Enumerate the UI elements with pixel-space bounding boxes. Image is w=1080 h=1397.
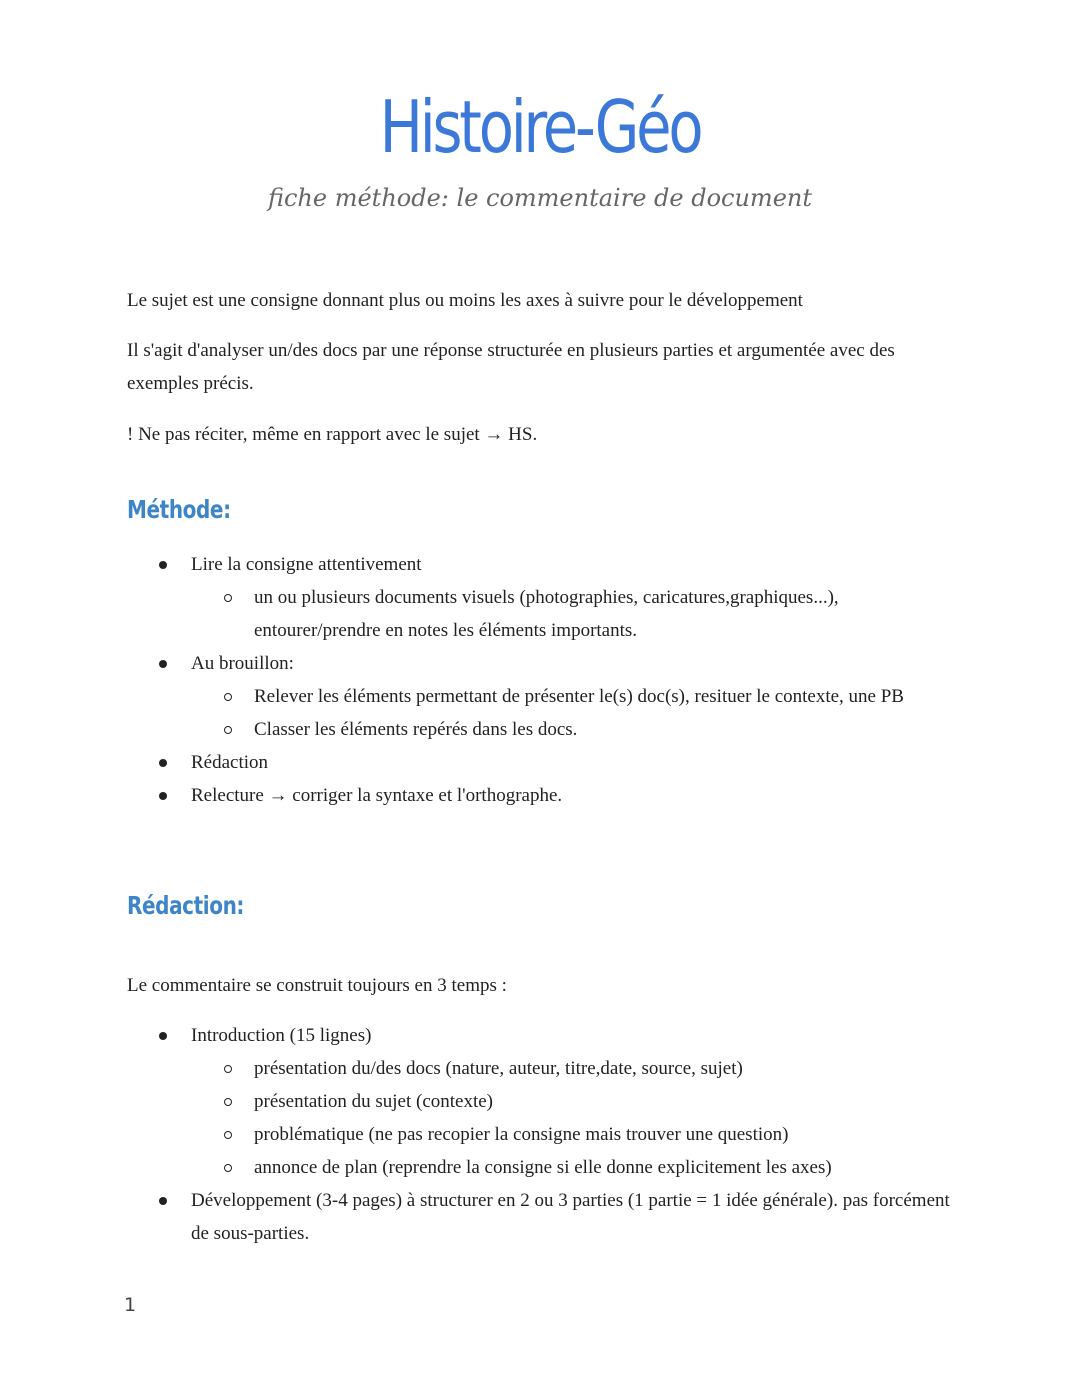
methode-list	[127, 548, 957, 812]
bullet-icon	[159, 660, 167, 668]
bullet-icon	[159, 561, 167, 569]
hollow-bullet-icon	[224, 726, 232, 734]
list-item	[127, 746, 957, 779]
document-title: Histoire-Géo	[379, 85, 701, 169]
list-item	[127, 1019, 957, 1052]
sub-list-item-label: un ou plusieurs documents visuels (photographies, caricatures,graphiques...), entourer/prendre en notes les éléments importants.	[254, 587, 839, 641]
list-item	[127, 647, 957, 680]
sub-list-item	[127, 1085, 957, 1118]
list-item-label: Rédaction	[191, 752, 269, 773]
list-item-label: Développement (3-4 pages) à structurer en 2 ou 3 parties (1 partie = 1 idée générale). pas forcément de sous-parties.	[191, 1190, 950, 1244]
intro-paragraph-2: Il s'agit d'analyser un/des docs par une réponse structurée en plusieurs parties et argumentée avec des exemples précis.	[127, 340, 895, 394]
sub-list-item	[127, 713, 957, 746]
redaction-list	[127, 1019, 957, 1250]
sub-list-item-label: annonce de plan (reprendre la consigne si elle donne explicitement les axes)	[254, 1157, 832, 1178]
bullet-icon	[159, 1197, 167, 1205]
list-item-label: Au brouillon:	[191, 653, 294, 674]
hollow-bullet-icon	[224, 693, 232, 701]
sub-list-item-label: Relever les éléments permettant de présenter le(s) doc(s), resituer le contexte, une PB	[254, 686, 904, 707]
redaction-heading: Rédaction:	[127, 891, 245, 920]
list-item-label: Relecture → corriger la syntaxe et l'orthographe.	[191, 785, 563, 806]
list-item	[127, 779, 957, 812]
redaction-intro: Le commentaire se construit toujours en 3 temps :	[127, 975, 507, 996]
hollow-bullet-icon	[224, 1098, 232, 1106]
sub-list-item	[127, 1118, 957, 1151]
sub-list-item	[127, 581, 957, 647]
intro-paragraph-3: ! Ne pas réciter, même en rapport avec le sujet → HS.	[127, 424, 538, 445]
hollow-bullet-icon	[224, 1164, 232, 1172]
methode-heading: Méthode:	[127, 495, 231, 524]
sub-list-item-label: présentation du sujet (contexte)	[254, 1091, 494, 1112]
sub-list-item-label: problématique (ne pas recopier la consigne mais trouver une question)	[254, 1124, 789, 1145]
bullet-icon	[159, 792, 167, 800]
hollow-bullet-icon	[224, 1131, 232, 1139]
list-item	[127, 548, 957, 581]
sub-list-item	[127, 680, 957, 713]
list-item-label: Lire la consigne attentivement	[191, 554, 422, 575]
sub-list-item-label: Classer les éléments repérés dans les docs.	[254, 719, 578, 740]
document-subtitle: fiche méthode: le commentaire de document	[267, 184, 812, 212]
list-item	[127, 1184, 957, 1250]
sub-list-item-label: présentation du/des docs (nature, auteur, titre,date, source, sujet)	[254, 1058, 743, 1079]
hollow-bullet-icon	[224, 594, 232, 602]
bullet-icon	[159, 1032, 167, 1040]
intro-paragraph-1: Le sujet est une consigne donnant plus ou moins les axes à suivre pour le développement	[127, 290, 803, 311]
sub-list-item	[127, 1151, 957, 1184]
page-number: 1	[124, 1294, 137, 1316]
hollow-bullet-icon	[224, 1065, 232, 1073]
list-item-label: Introduction (15 lignes)	[191, 1025, 372, 1046]
sub-list-item	[127, 1052, 957, 1085]
bullet-icon	[159, 759, 167, 767]
